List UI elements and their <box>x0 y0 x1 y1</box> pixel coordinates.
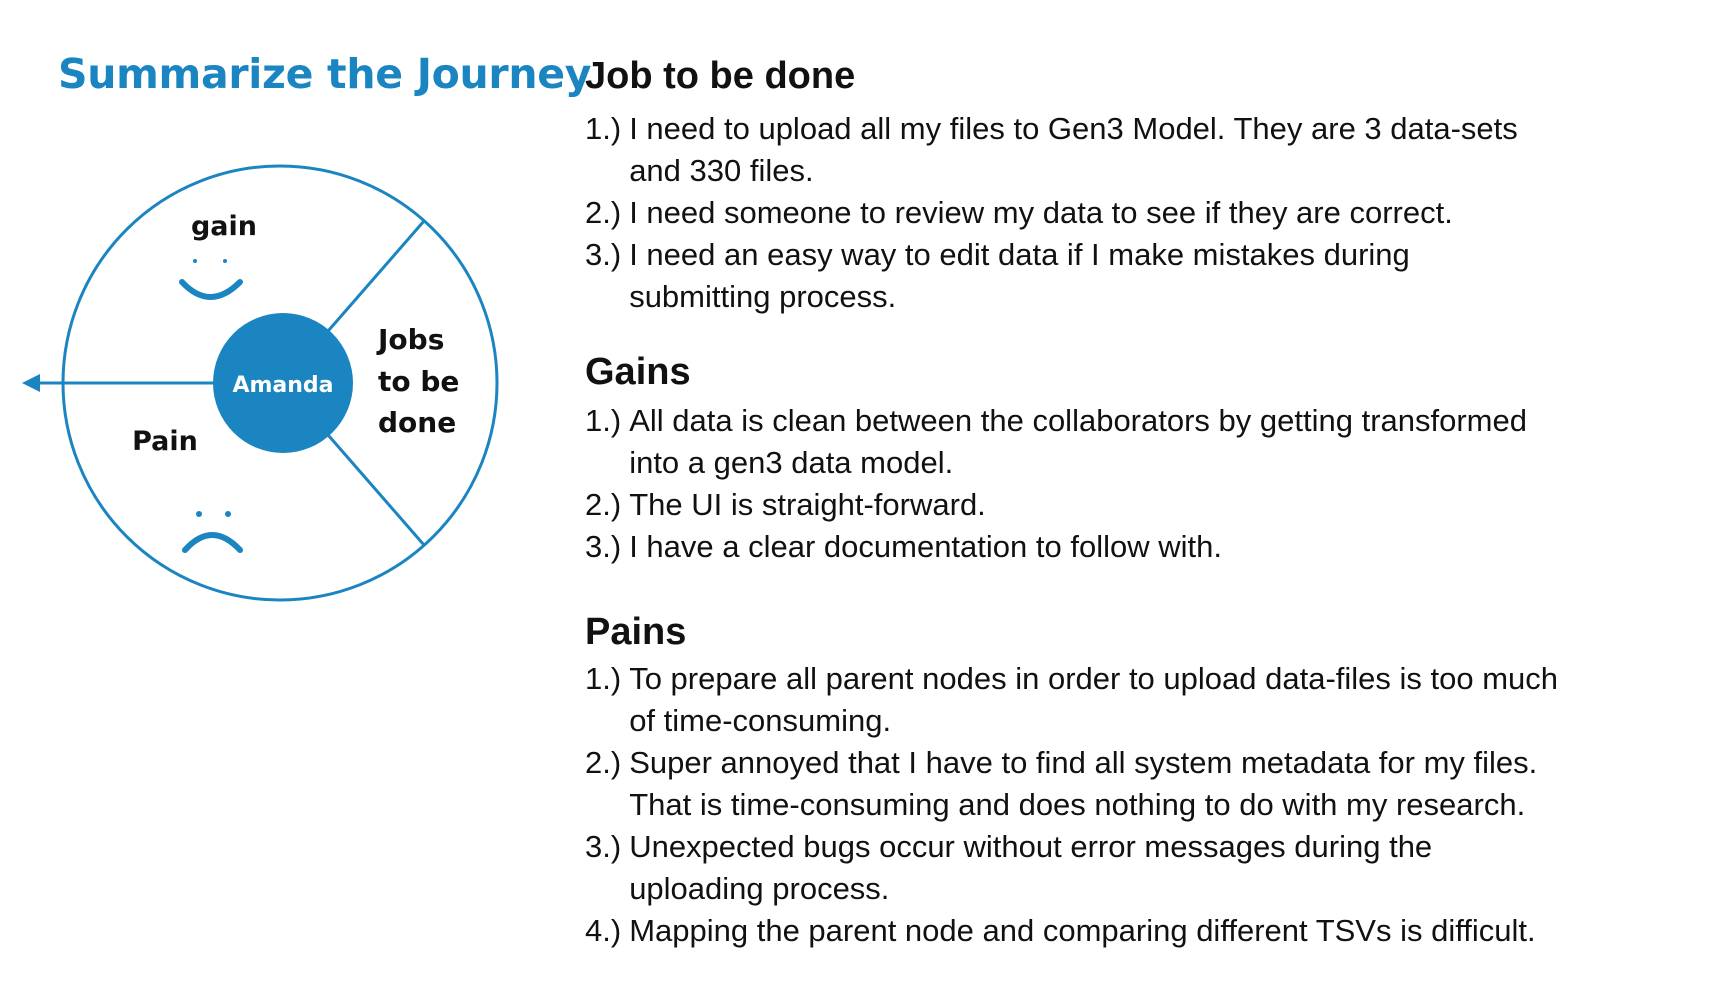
list-item <box>585 658 1558 742</box>
gain-label: gain <box>190 211 258 242</box>
item-line: The UI is straight-forward. <box>629 487 986 522</box>
list-item <box>585 742 1558 826</box>
item-text <box>629 192 1453 234</box>
item-number: 2.) <box>585 745 622 780</box>
item-number: 1.) <box>585 661 622 696</box>
item-line: of time-consuming. <box>629 703 892 738</box>
item-number: 1.) <box>585 403 622 438</box>
list-item <box>585 526 1527 568</box>
item-line: To prepare all parent nodes in order to upload data-files is too much <box>629 661 1559 696</box>
item-number: 3.) <box>585 529 622 564</box>
jobs-label-line-3: done <box>378 406 457 439</box>
item-text <box>629 658 1558 742</box>
item-line: and 330 files. <box>629 153 814 188</box>
job-list <box>585 108 1518 318</box>
smile-icon <box>182 259 240 297</box>
gains-section <box>585 346 1527 568</box>
item-line: I need to upload all my files to Gen3 Model. They are 3 data-sets <box>629 111 1518 146</box>
item-number: 2.) <box>585 195 622 230</box>
list-item <box>585 192 1518 234</box>
item-line: uploading process. <box>629 871 890 906</box>
item-line: I have a clear documentation to follow with. <box>629 529 1222 564</box>
arrow-left-icon <box>22 374 40 392</box>
item-line: Unexpected bugs occur without error messages during the <box>629 829 1433 864</box>
item-number: 4.) <box>585 913 622 948</box>
gains-list <box>585 400 1527 568</box>
item-number: 3.) <box>585 829 622 864</box>
list-item <box>585 234 1518 318</box>
center-label: Amanda <box>232 373 334 398</box>
item-line: submitting process. <box>629 279 897 314</box>
job-heading: Job to be done <box>585 55 856 97</box>
item-line: All data is clean between the collaborators by getting transformed <box>629 403 1527 438</box>
item-line: into a gen3 data model. <box>629 445 954 480</box>
list-item <box>585 484 1527 526</box>
journey-diagram <box>0 0 520 640</box>
item-number: 2.) <box>585 487 622 522</box>
item-text <box>629 400 1527 484</box>
item-text <box>629 108 1518 192</box>
item-number: 3.) <box>585 237 622 272</box>
gains-heading: Gains <box>585 351 691 393</box>
pains-section <box>585 606 1558 952</box>
jobs-label <box>376 323 469 439</box>
item-text <box>629 742 1537 826</box>
item-text <box>629 526 1222 568</box>
job-to-be-done-section <box>585 50 1518 318</box>
frown-icon <box>185 511 240 550</box>
pains-list <box>585 658 1558 952</box>
pain-label: Pain <box>132 426 198 457</box>
item-text <box>629 484 986 526</box>
item-line: I need an easy way to edit data if I make mistakes during <box>629 237 1410 272</box>
jobs-label-line-1: Jobs <box>378 323 445 356</box>
list-item <box>585 910 1558 952</box>
jobs-label-line-2: to be <box>378 365 460 398</box>
item-line: That is time-consuming and does nothing to do with my research. <box>629 787 1526 822</box>
item-text <box>629 826 1432 910</box>
item-line: I need someone to review my data to see if they are correct. <box>629 195 1453 230</box>
page-title: Summarize the Journey <box>58 50 592 98</box>
pains-heading: Pains <box>585 611 687 653</box>
list-item <box>585 108 1518 192</box>
item-text <box>629 234 1410 318</box>
item-number: 1.) <box>585 111 622 146</box>
item-line: Super annoyed that I have to find all system metadata for my files. <box>629 745 1538 780</box>
list-item <box>585 400 1527 484</box>
item-text <box>629 910 1535 952</box>
divider-upper <box>322 221 424 338</box>
divider-lower <box>322 428 424 545</box>
list-item <box>585 826 1558 910</box>
item-line: Mapping the parent node and comparing different TSVs is difficult. <box>629 913 1536 948</box>
